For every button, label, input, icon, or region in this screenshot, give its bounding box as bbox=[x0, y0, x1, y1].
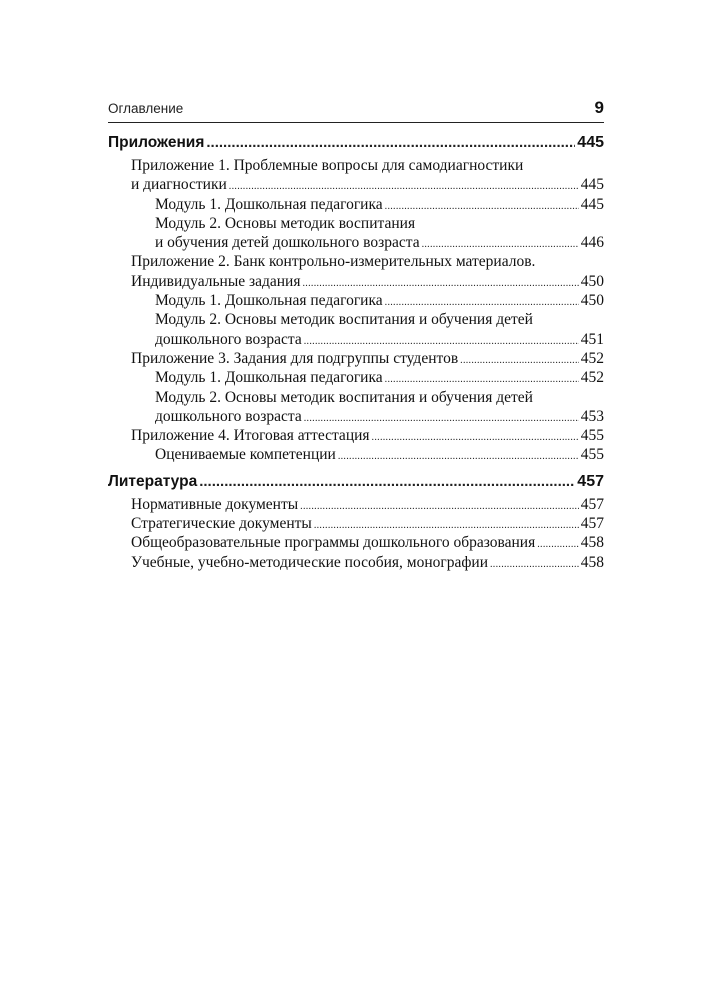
toc-page-number: 453 bbox=[580, 407, 604, 425]
toc-entry-appendix-2-module-2-line1[interactable] bbox=[108, 310, 604, 329]
toc-entry-appendix-2-line1[interactable] bbox=[108, 252, 604, 271]
toc-section-literature[interactable] bbox=[108, 469, 604, 495]
page-number: 9 bbox=[594, 98, 604, 117]
toc-page-number: 455 bbox=[580, 446, 604, 464]
leader-dots bbox=[199, 469, 575, 495]
toc-entry-appendix-2[interactable] bbox=[108, 272, 604, 291]
toc-entry-appendix-2-module-2[interactable] bbox=[108, 330, 604, 349]
leader-dots bbox=[338, 447, 579, 466]
toc-entry-appendix-3-module-2[interactable] bbox=[108, 407, 604, 426]
toc-entry-appendix-2-module-1[interactable] bbox=[108, 291, 604, 310]
toc-entry-title: Приложение 1. Проблемные вопросы для самодиагностики bbox=[131, 157, 524, 174]
toc-section-title: Литература bbox=[108, 472, 198, 490]
toc-page-number: 458 bbox=[580, 553, 604, 571]
toc-entry-title: Стратегические документы bbox=[131, 515, 312, 533]
running-header bbox=[108, 100, 604, 123]
toc-page-number: 445 bbox=[577, 134, 604, 151]
toc-entry-preschool-programs[interactable] bbox=[108, 533, 604, 552]
toc-entry-textbooks[interactable] bbox=[108, 553, 604, 572]
toc-entry-title: Общеобразовательные программы дошкольного образования bbox=[131, 534, 536, 552]
toc-entry-normative-documents[interactable] bbox=[108, 495, 604, 514]
toc-entry-appendix-1-module-2[interactable] bbox=[108, 233, 604, 252]
toc-entry-title: Приложение 2. Банк контрольно-измерительных материалов. bbox=[131, 253, 536, 271]
toc-entry-appendix-3-module-1[interactable] bbox=[108, 368, 604, 387]
table-of-contents bbox=[108, 130, 604, 572]
toc-entry-title: Модуль 2. Основы методик воспитания и обучения детей bbox=[155, 311, 533, 329]
toc-page-number: 457 bbox=[577, 472, 604, 490]
toc-entry-title: дошкольного возраста bbox=[155, 407, 302, 425]
toc-page-number: 451 bbox=[580, 330, 604, 348]
toc-entry-appendix-4-competencies[interactable] bbox=[108, 445, 604, 464]
toc-entry-title: Нормативные документы bbox=[131, 495, 299, 513]
toc-entry-appendix-1-module-2-line1[interactable] bbox=[108, 214, 604, 233]
toc-entry-title: Приложение 3. Задания для подгруппы студентов bbox=[131, 349, 459, 367]
toc-entry-appendix-3[interactable] bbox=[108, 349, 604, 368]
toc-entry-strategic-documents[interactable] bbox=[108, 514, 604, 533]
toc-entry-title: Модуль 1. Дошкольная педагогика bbox=[155, 369, 383, 387]
leader-dots bbox=[537, 535, 579, 554]
leader-dots bbox=[490, 555, 579, 574]
toc-page-number: 446 bbox=[580, 234, 604, 252]
toc-section-appendices[interactable] bbox=[108, 130, 604, 156]
toc-page-number: 450 bbox=[580, 272, 604, 290]
toc-entry-title: Модуль 1. Дошкольная педагогика bbox=[155, 195, 383, 213]
toc-entry-title: Оцениваемые компетенции bbox=[155, 446, 336, 464]
leader-dots bbox=[460, 351, 579, 370]
toc-entry-title: Модуль 2. Основы методик воспитания bbox=[155, 214, 416, 232]
toc-page-number: 457 bbox=[580, 495, 604, 513]
toc-page-number: 445 bbox=[580, 195, 604, 213]
toc-entry-title: дошкольного возраста bbox=[155, 330, 302, 348]
toc-page-number: 455 bbox=[580, 427, 604, 445]
leader-dots bbox=[300, 497, 579, 516]
toc-entry-title: Модуль 1. Дошкольная педагогика bbox=[155, 292, 383, 310]
toc-entry-title: Учебные, учебно-методические пособия, монографии bbox=[131, 553, 488, 571]
toc-section-title: Приложения bbox=[108, 134, 205, 151]
toc-page-number: 450 bbox=[580, 292, 604, 310]
toc-entry-appendix-4[interactable] bbox=[108, 426, 604, 445]
toc-entry-appendix-3-module-2-line1[interactable] bbox=[108, 388, 604, 407]
toc-page-number: 452 bbox=[580, 369, 604, 387]
toc-entry-title: Приложение 4. Итоговая аттестация bbox=[131, 427, 370, 445]
toc-entry-title: и обучения детей дошкольного возраста bbox=[155, 234, 420, 252]
toc-page-number: 445 bbox=[580, 176, 604, 194]
leader-dots bbox=[206, 130, 575, 156]
toc-entry-appendix-1[interactable] bbox=[108, 175, 604, 194]
toc-entry-appendix-1-module-1[interactable] bbox=[108, 195, 604, 214]
leader-dots bbox=[372, 428, 579, 447]
toc-entry-appendix-1-line1[interactable] bbox=[108, 156, 604, 175]
toc-entry-title: Индивидуальные задания bbox=[131, 272, 301, 290]
toc-entry-title: и диагностики bbox=[131, 176, 227, 194]
toc-page-number: 458 bbox=[580, 534, 604, 552]
toc-page-number: 452 bbox=[580, 349, 604, 367]
header-title: Оглавление bbox=[108, 101, 184, 116]
toc-page-number: 457 bbox=[580, 515, 604, 533]
toc-entry-title: Модуль 2. Основы методик воспитания и обучения детей bbox=[155, 388, 533, 406]
